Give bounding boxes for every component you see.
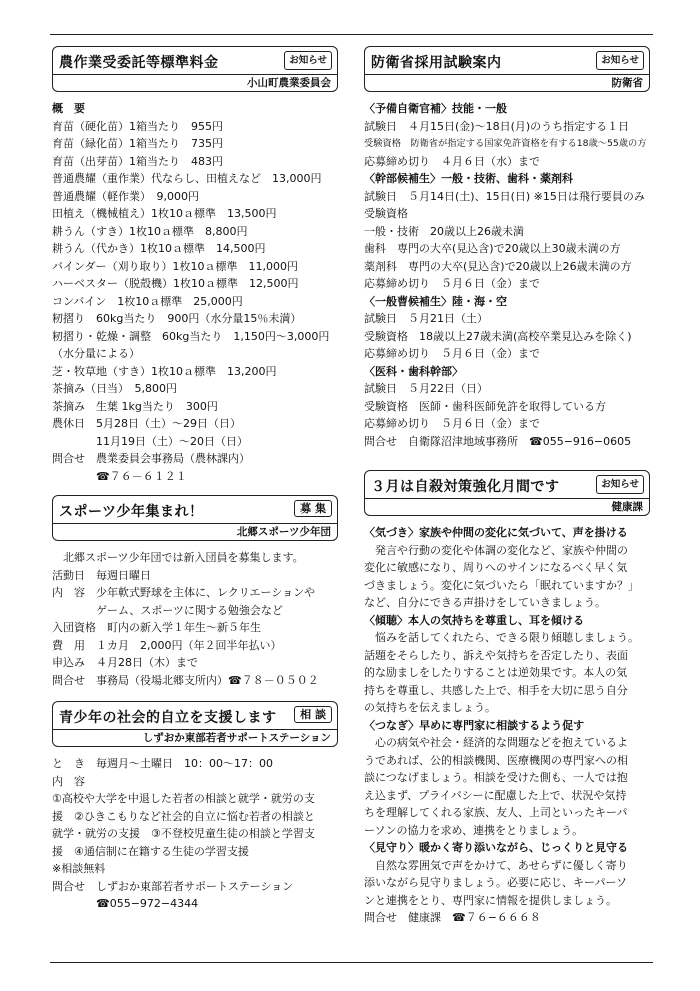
text-line: 茶摘み（日当） 5,800円: [52, 382, 177, 395]
text-line: ※相談無料: [52, 862, 106, 875]
text-line: 茶摘み 生葉 1kg当たり 300円: [52, 399, 218, 413]
text-line: ーソンの協力を求め、連携をとりましょう。: [364, 823, 584, 837]
text-line: 応募締め切り ５月６日（金）まで: [364, 277, 540, 290]
consult-badge: 相 談: [294, 706, 332, 723]
suicide-org: 健康課: [365, 498, 649, 515]
text-line: 籾摺り 60kg当たり 900円（水分量15％未満）: [52, 312, 302, 325]
text-line: 普通農耀（軽作業） 9,000円: [52, 189, 199, 203]
text-line: 応募締め切り ５月６日（金）まで: [364, 417, 540, 430]
recruit-badge: 募 集: [294, 500, 332, 517]
text-line: 田植え（機械植え）1枚10ａ標準 13,500円: [52, 207, 277, 220]
text-line: 〈気づき〉家族や仲間の変化に気づいて、声を掛ける: [364, 526, 628, 539]
text-line: 育苗（緑化苗）1箱当たり 735円: [52, 137, 223, 150]
defense-org: 防衛省: [365, 74, 649, 91]
text-line: 試験日 ４月15日(金)〜18日(月)のうち指定する１日: [364, 119, 630, 133]
suicide-body: [364, 524, 650, 927]
text-line: 受験資格 防衛省が指定する国家免許資格を有する18歳〜55歳の方: [364, 138, 647, 149]
text-line: 芝・牧草地（すき）1枚10ａ標準 13,200円: [52, 364, 277, 378]
left-column: [52, 46, 338, 913]
text-line: 耕うん（代かき）1枚10ａ標準 14,500円: [52, 242, 266, 255]
text-line: 応募締め切り ４月６日（水）まで: [364, 154, 540, 168]
text-line: 的な励ましをしたりすることは逆効果です。本人の気: [364, 666, 628, 679]
farm-fee-header: [52, 46, 338, 92]
defense-header: [364, 46, 650, 92]
right-column: [364, 46, 650, 927]
text-line: 普通農耀（重作業）代ならし、田植えなど 13,000円: [52, 172, 322, 185]
sports-header: [52, 495, 338, 541]
sports-title: スポーツ少年集まれ！: [59, 504, 204, 520]
text-line: 試験日 ５月21日（土）: [364, 312, 488, 325]
text-line: 悩みを話してくれたら、できる限り傾聴しましょう。: [364, 631, 639, 644]
bottom-rule: [50, 962, 653, 963]
text-line: 変化に敏感になり、周りへのサインになるべく早く気: [364, 561, 628, 574]
text-line: 〈一般曹候補生〉陸・海・空: [364, 294, 507, 308]
text-line: 試験日 ５月22日（日）: [364, 382, 488, 395]
text-line: 申込み ４月28日（木）まで: [52, 656, 198, 669]
text-line: 概 要: [52, 102, 85, 115]
top-rule: [50, 34, 653, 35]
text-line: 問合せ 農業委員会事務局（農林課内）: [52, 452, 250, 465]
text-line: 農休日 5月28日（土）〜29日（日）: [52, 417, 241, 430]
text-line: 援 ④通信制に在籍する生徒の学習支援: [52, 844, 249, 858]
text-line: 〈つなぎ〉早めに専門家に相談するよう促す: [364, 718, 585, 732]
text-line: ゲーム、スポーツに関する勉強会など: [52, 603, 283, 617]
text-line: 一般・技術 20歳以上26歳未満: [364, 224, 524, 238]
text-line: 問合せ 事務局（役場北郷支所内）☎７８－０５０２: [52, 673, 319, 687]
text-line: ☎055−972−4344: [52, 897, 199, 910]
youth-header: [52, 701, 338, 747]
text-line: と き 毎週月〜土曜日 10：00〜17：00: [52, 757, 273, 770]
text-line: 籾摺り・乾燥・調整 60kg当たり 1,150円〜3,000円: [52, 329, 330, 343]
youth-org: しずおか東部若者サポートステーション: [53, 729, 337, 746]
text-line: うであれば、公的相談機関、医療機関の専門家への相: [364, 753, 628, 767]
youth-title: 青少年の社会的自立を支援します: [59, 710, 277, 726]
text-line: 心の病気や社会・経済的な問題などを抱えているよ: [364, 736, 628, 749]
text-line: など、自分にできる声掛けをしていきましょう。: [364, 596, 606, 609]
text-line: 援 ②ひきこもりなど社会的自立に悩む若者の相談と: [52, 809, 315, 823]
text-line: 問合せ 自衛隊沼津地域事務所 ☎055−916−0605: [364, 434, 632, 448]
text-line: 試験日 ５月14日(土)、15日(日) ※15日は飛行要員のみ: [364, 189, 645, 203]
text-line: 内 容 少年軟式野球を主体に、レクリエーションや: [52, 586, 316, 599]
text-line: 話題をそらしたり、訴えや気持ちを否定したり、表面: [364, 648, 628, 662]
text-line: （水分量による）: [52, 347, 140, 360]
defense-title: 防衛省採用試験案内: [371, 55, 502, 71]
notice-badge: お知らせ: [284, 51, 332, 70]
sports-body: [52, 549, 338, 689]
text-line: え込まず、プライバシーに配慮した上で、状況や気持: [364, 788, 627, 802]
text-line: 〈医科・歯科幹部〉: [364, 364, 463, 378]
text-line: バインダー（刈り取り）1枚10ａ標準 11,000円: [52, 259, 299, 273]
suicide-header: [364, 470, 650, 516]
text-line: ハーベスター（脱殻機）1枚10ａ標準 12,500円: [52, 277, 299, 290]
text-line: 内 容: [52, 774, 85, 788]
notice-badge: お知らせ: [596, 51, 644, 70]
text-line: 〈見守り〉暖かく寄り添いながら、じっくりと見守る: [364, 841, 628, 854]
text-line: 受験資格 18歳以上27歳未満(高校卒業見込みを除く): [364, 329, 632, 343]
text-line: 応募締め切り ５月６日（金）まで: [364, 347, 540, 360]
farm-fee-title: 農作業受委託等標準料金: [59, 55, 219, 71]
farm-fee-org: 小山町農業委員会: [53, 74, 337, 91]
text-line: 費 用 １カ月 2,000円（年２回半年払い）: [52, 638, 282, 652]
text-line: ちを理解してくれる家族、友人、上司といったキーパ: [364, 806, 628, 819]
text-line: 発言や行動の変化や体調の変化など、家族や仲間の: [364, 543, 628, 557]
notice-badge: お知らせ: [596, 475, 644, 494]
text-line: 活動日 毎週日曜日: [52, 568, 151, 582]
text-line: 入団資格 町内の新入学１年生〜新５年生: [52, 621, 261, 634]
suicide-title: ３月は自殺対策強化月間です: [371, 479, 560, 495]
text-line: 〈幹部候補生〉一般・技術、歯科・薬剤科: [364, 172, 573, 185]
text-line: 就学・就労の支援 ③不登校児童生徒の相談と学習支: [52, 827, 315, 840]
text-line: 育苗（硬化苗）1箱当たり 955円: [52, 119, 223, 133]
text-line: 〈傾聴〉本人の気持ちを尊重し、耳を傾ける: [364, 613, 584, 627]
text-line: 問合せ 健康課 ☎７６−６６６８: [364, 911, 541, 924]
text-line: 育苗（出芽苗）1箱当たり 483円: [52, 154, 223, 168]
text-line: 〈予備自衛官補〉技能・一般: [364, 102, 507, 115]
text-line: づきましょう。変化に気づいたら「眠れていますか？」: [364, 578, 639, 592]
text-line: 自然な雰囲気で声をかけて、あせらずに優しく寄り: [364, 858, 628, 872]
text-line: 歯科 専門の大卒(見込含)で20歳以上30歳未満の方: [364, 242, 621, 255]
text-line: ①高校や大学を中退した若者の相談と就学・就労の支: [52, 792, 315, 805]
text-line: コンバイン 1枚10ａ標準 25,000円: [52, 294, 243, 308]
text-line: 受験資格: [364, 207, 408, 220]
text-line: 耕うん（すき）1枚10ａ標準 8,800円: [52, 224, 248, 238]
text-line: ンと連携をとり、専門家に情報を提供しましょう。: [364, 893, 617, 907]
text-line: 受験資格 医師・歯科医師免許を取得している方: [364, 399, 606, 413]
text-line: 持ちを尊重し、共感した上で、相手を大切に思う自分: [364, 683, 628, 697]
farm-fee-body: [52, 100, 338, 485]
text-line: の気持ちを伝えましょう。: [364, 701, 496, 714]
text-line: 北郷スポーツ少年団では新入団員を募集します。: [52, 551, 304, 564]
sports-org: 北郷スポーツ少年団: [53, 523, 337, 540]
text-line: 問合せ しずおか東部若者サポートステーション: [52, 879, 294, 893]
defense-body: [364, 100, 650, 450]
text-line: ☎７６－６１２１: [52, 469, 187, 483]
text-line: 添いながら見守りましょう。必要に応じ、キーパーソ: [364, 876, 628, 889]
text-line: 薬剤科 専門の大卒(見込含)で20歳以上26歳未満の方: [364, 259, 632, 273]
text-line: 談につなげましょう。相談を受けた側も、一人では抱: [364, 771, 628, 784]
text-line: 11月19日（土）〜20日（日）: [52, 434, 248, 448]
youth-body: [52, 755, 338, 913]
